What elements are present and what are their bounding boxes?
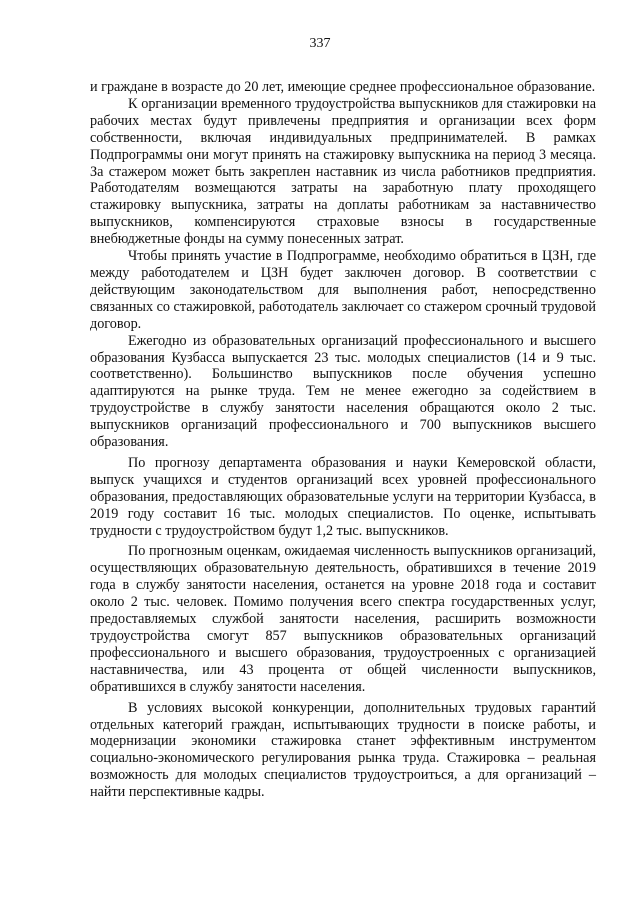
paragraph-7: В условиях высокой конкуренции, дополнительных трудовых гарантий отдельных категорий граждан, испытывающих трудности в поиске работы, и модернизации экономики стажировка станет эффективным инструментом социально-экономического регулирования рынка труда. Стажировка – реальная возможность для молодых специалистов трудоустроиться, а для организаций – найти перспективные кадры. <box>90 699 596 801</box>
paragraph-4: Ежегодно из образовательных организаций профессионального и высшего образования Кузбасса выпускается 23 тыс. молодых специалистов (14 и 9 тыс. соответственно). Большинство выпускников после обучения успешно адаптируются на рынке труда. Тем не менее ежегодно за содействием в трудоустройстве в службу занятости населения обращаются около 2 тыс. выпускников организаций профессионального и 700 выпускников высшего образования. <box>90 332 596 451</box>
paragraph-1: и граждане в возрасте до 20 лет, имеющие среднее профессиональное образование. <box>90 79 596 95</box>
paragraph-3: Чтобы принять участие в Подпрограмме, необходимо обратиться в ЦЗН, где между работодателем и ЦЗН будет заключен договор. В соответствии с действующим законодательством для выполнения работ, непосредственно связанных со стажировкой, работодатель заключает со стажером срочный трудовой договор. <box>90 248 596 332</box>
page-number: 337 <box>309 36 331 51</box>
paragraph-2: К организации временного трудоустройства выпускников для стажировки на рабочих местах будут привлечены предприятия и организации всех форм собственности, включая индивидуальных предпринимателей. В рамках Подпрограммы они могут принять на стажировку выпускника на период 3 месяца. За стажером может быть закреплен наставник из числа работников предприятия. Работодателям возмещаются затраты на заработную плату проходящего стажировку выпускника, затраты на доплаты работникам за наставничество выпускников, компенсируются страховые взносы в государственные внебюджетные фонды на сумму понесенных затрат. <box>90 95 596 248</box>
paragraph-6: По прогнозным оценкам, ожидаемая численность выпускников организаций, осуществляющих образовательную деятельность, обратившихся в течение 2019 года в службу занятости населения, останется на уровне 2018 года и составит около 2 тыс. человек. Помимо получения всего спектра государственных услуг, предоставляемых службой занятости населения, расширить возможности трудоустройства смогут 857 выпускников образовательных организаций профессионального и высшего образования, трудоустроенных с организацией наставничества, или 43 процента от общей численности выпускников, обратившихся в службу занятости населения. <box>90 543 596 695</box>
paragraph-5: По прогнозу департамента образования и науки Кемеровской области, выпуск учащихся и студентов организаций всех уровней профессионального образования, предоставляющих образовательные услуги на территории Кузбасса, в 2019 году составит 16 тыс. молодых специалистов. По оценке, испытывать трудности с трудоустройством будут 1,2 тыс. выпускников. <box>90 454 596 539</box>
document-body <box>90 79 596 801</box>
